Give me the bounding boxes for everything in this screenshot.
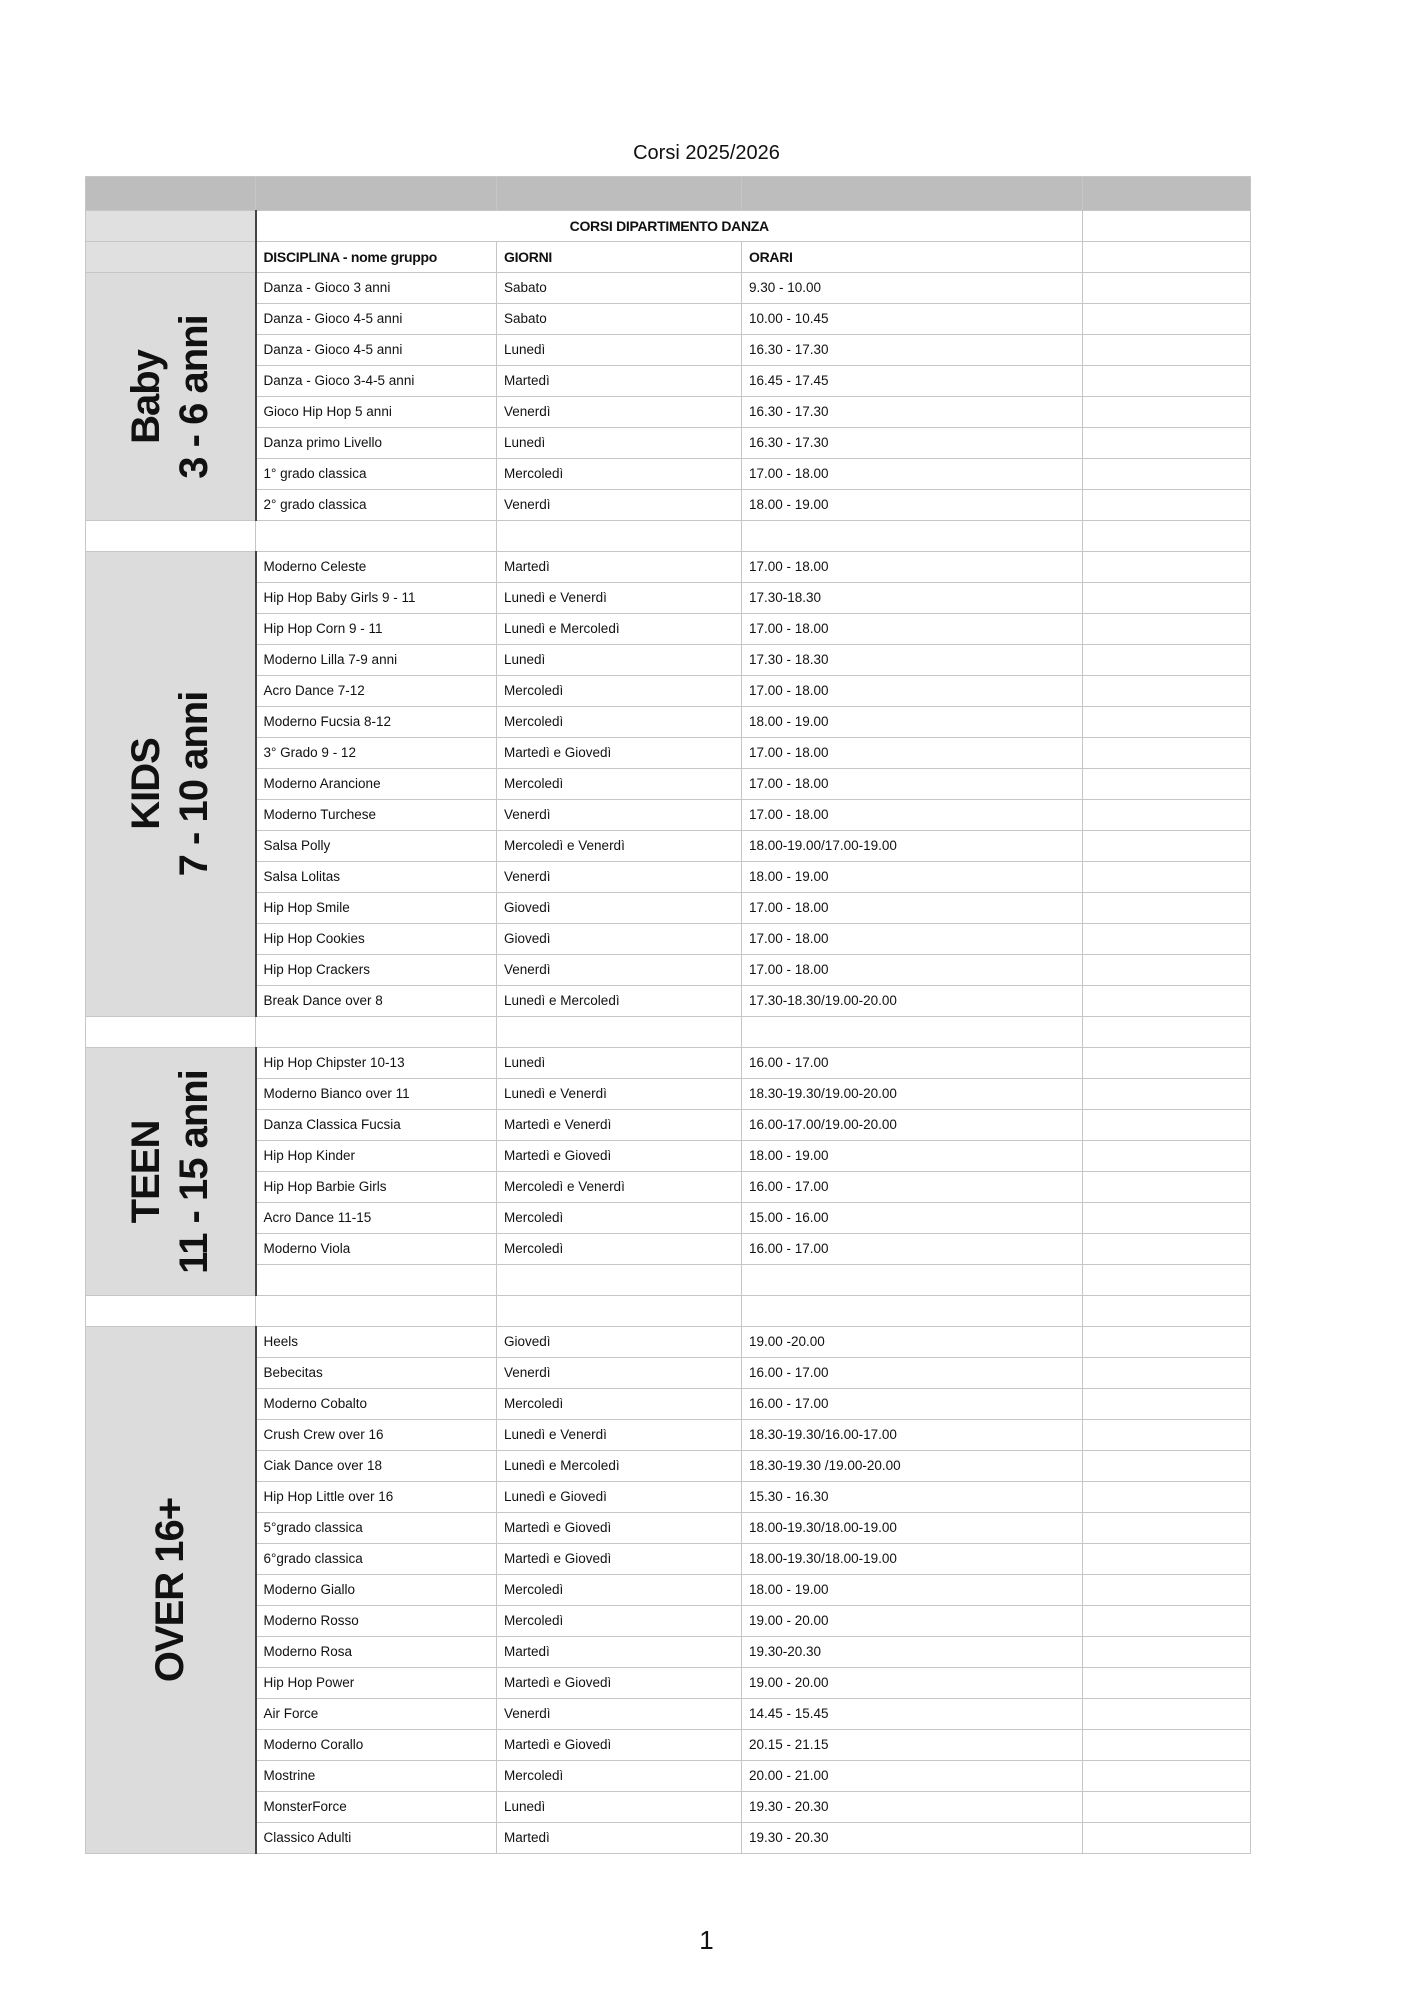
document-title: Corsi 2025/2026 bbox=[633, 142, 780, 164]
course-discipline: Hip Hop Corn 9 - 11 bbox=[256, 614, 497, 645]
course-days: Martedì bbox=[497, 1637, 742, 1668]
course-row bbox=[86, 304, 1251, 335]
course-times: 10.00 - 10.45 bbox=[742, 304, 1083, 335]
empty-cell bbox=[1083, 490, 1251, 521]
course-row bbox=[86, 955, 1251, 986]
course-days: Giovedì bbox=[497, 1327, 742, 1358]
empty-cell bbox=[86, 1296, 256, 1327]
age-group-range: 11 - 15 anni bbox=[172, 1069, 217, 1274]
course-discipline: Hip Hop Baby Girls 9 - 11 bbox=[256, 583, 497, 614]
course-discipline: Moderno Fucsia 8-12 bbox=[256, 707, 497, 738]
course-days: Martedì bbox=[497, 552, 742, 583]
empty-cell bbox=[1083, 1327, 1251, 1358]
course-times bbox=[742, 1265, 1083, 1296]
top-gray-header-row bbox=[86, 177, 1251, 211]
course-row bbox=[86, 862, 1251, 893]
course-times: 17.00 - 18.00 bbox=[742, 676, 1083, 707]
course-days: Martedì e Giovedì bbox=[497, 738, 742, 769]
empty-cell bbox=[86, 521, 256, 552]
age-group-cell bbox=[86, 273, 256, 521]
course-discipline bbox=[256, 1265, 497, 1296]
age-group-label bbox=[122, 692, 218, 877]
course-days: Mercoledì bbox=[497, 1606, 742, 1637]
empty-cell bbox=[1083, 769, 1251, 800]
course-times: 18.00 - 19.00 bbox=[742, 862, 1083, 893]
course-row bbox=[86, 986, 1251, 1017]
course-row bbox=[86, 1792, 1251, 1823]
course-row bbox=[86, 1606, 1251, 1637]
empty-cell bbox=[1083, 1017, 1251, 1048]
empty-cell bbox=[1083, 1172, 1251, 1203]
age-group-cell bbox=[86, 552, 256, 1017]
course-times: 14.45 - 15.45 bbox=[742, 1699, 1083, 1730]
empty-cell bbox=[1083, 893, 1251, 924]
column-header-times: ORARI bbox=[742, 242, 1083, 273]
course-discipline: Hip Hop Little over 16 bbox=[256, 1482, 497, 1513]
course-times: 17.00 - 18.00 bbox=[742, 552, 1083, 583]
course-times: 19.00 - 20.00 bbox=[742, 1606, 1083, 1637]
empty-cell bbox=[1083, 1451, 1251, 1482]
course-days: Martedì e Giovedì bbox=[497, 1513, 742, 1544]
column-header-days: GIORNI bbox=[497, 242, 742, 273]
empty-cell bbox=[256, 1017, 497, 1048]
empty-cell bbox=[1083, 1110, 1251, 1141]
course-row bbox=[86, 1234, 1251, 1265]
course-row bbox=[86, 1265, 1251, 1296]
empty-cell bbox=[1083, 552, 1251, 583]
course-row bbox=[86, 490, 1251, 521]
course-times: 17.00 - 18.00 bbox=[742, 955, 1083, 986]
course-days: Lunedì bbox=[497, 1048, 742, 1079]
course-times: 16.00 - 17.00 bbox=[742, 1172, 1083, 1203]
course-row bbox=[86, 397, 1251, 428]
course-times: 16.00 - 17.00 bbox=[742, 1048, 1083, 1079]
course-discipline: Salsa Lolitas bbox=[256, 862, 497, 893]
course-days: Mercoledì e Venerdì bbox=[497, 1172, 742, 1203]
course-days: Lunedì e Mercoledì bbox=[497, 1451, 742, 1482]
course-discipline: Heels bbox=[256, 1327, 497, 1358]
course-times: 16.00 - 17.00 bbox=[742, 1234, 1083, 1265]
course-days: Venerdì bbox=[497, 955, 742, 986]
empty-cell bbox=[497, 1017, 742, 1048]
course-days: Mercoledì bbox=[497, 769, 742, 800]
course-row bbox=[86, 1668, 1251, 1699]
course-discipline: 5°grado classica bbox=[256, 1513, 497, 1544]
course-discipline: Danza - Gioco 4-5 anni bbox=[256, 304, 497, 335]
gutter-cell bbox=[86, 211, 256, 242]
course-days: Sabato bbox=[497, 273, 742, 304]
course-days: Venerdì bbox=[497, 1358, 742, 1389]
course-row bbox=[86, 428, 1251, 459]
course-days: Venerdì bbox=[497, 862, 742, 893]
course-times: 18.00 - 19.00 bbox=[742, 490, 1083, 521]
course-days: Mercoledì bbox=[497, 1203, 742, 1234]
course-times: 16.30 - 17.30 bbox=[742, 335, 1083, 366]
empty-cell bbox=[1083, 1544, 1251, 1575]
age-group-range: 7 - 10 anni bbox=[172, 691, 217, 877]
header-blank-cell bbox=[742, 177, 1083, 211]
page-number: 1 bbox=[699, 1925, 714, 1955]
course-discipline: Hip Hop Barbie Girls bbox=[256, 1172, 497, 1203]
course-days: Martedì bbox=[497, 366, 742, 397]
course-days: Lunedì e Mercoledì bbox=[497, 614, 742, 645]
empty-cell bbox=[1083, 521, 1251, 552]
course-discipline: 6°grado classica bbox=[256, 1544, 497, 1575]
course-times: 18.30-19.30/19.00-20.00 bbox=[742, 1079, 1083, 1110]
course-discipline: Crush Crew over 16 bbox=[256, 1420, 497, 1451]
gutter-cell bbox=[86, 242, 256, 273]
course-days: Lunedì e Venerdì bbox=[497, 1079, 742, 1110]
course-days: Lunedì e Giovedì bbox=[497, 1482, 742, 1513]
empty-cell bbox=[1083, 242, 1251, 273]
empty-cell bbox=[1083, 645, 1251, 676]
course-discipline: Moderno Arancione bbox=[256, 769, 497, 800]
course-days: Martedì e Venerdì bbox=[497, 1110, 742, 1141]
course-times: 19.30-20.30 bbox=[742, 1637, 1083, 1668]
course-discipline: Break Dance over 8 bbox=[256, 986, 497, 1017]
course-row bbox=[86, 1141, 1251, 1172]
course-discipline: Moderno Corallo bbox=[256, 1730, 497, 1761]
course-row bbox=[86, 1575, 1251, 1606]
course-days: Venerdì bbox=[497, 397, 742, 428]
empty-cell bbox=[256, 1296, 497, 1327]
age-group-name: KIDS bbox=[124, 738, 169, 830]
course-times: 18.00 - 19.00 bbox=[742, 1575, 1083, 1606]
course-row bbox=[86, 893, 1251, 924]
course-days: Mercoledì bbox=[497, 459, 742, 490]
column-header-discipline: DISCIPLINA - nome gruppo bbox=[256, 242, 497, 273]
column-header-row bbox=[86, 242, 1251, 273]
course-discipline: Danza - Gioco 3-4-5 anni bbox=[256, 366, 497, 397]
empty-cell bbox=[1083, 738, 1251, 769]
empty-cell bbox=[1083, 831, 1251, 862]
header-blank-cell bbox=[86, 177, 256, 211]
age-group-cell bbox=[86, 1327, 256, 1854]
course-discipline: Hip Hop Cookies bbox=[256, 924, 497, 955]
empty-cell bbox=[1083, 1668, 1251, 1699]
course-days: Martedì e Giovedì bbox=[497, 1668, 742, 1699]
empty-cell bbox=[1083, 707, 1251, 738]
empty-cell bbox=[1083, 955, 1251, 986]
empty-cell bbox=[1083, 459, 1251, 490]
course-times: 18.00 - 19.00 bbox=[742, 707, 1083, 738]
course-row bbox=[86, 614, 1251, 645]
age-group-label bbox=[146, 1498, 194, 1682]
course-times: 16.45 - 17.45 bbox=[742, 366, 1083, 397]
course-times: 9.30 - 10.00 bbox=[742, 273, 1083, 304]
empty-cell bbox=[1083, 1606, 1251, 1637]
empty-cell bbox=[256, 521, 497, 552]
course-days: Martedì e Giovedì bbox=[497, 1544, 742, 1575]
empty-cell bbox=[1083, 1358, 1251, 1389]
course-times: 17.30 - 18.30 bbox=[742, 645, 1083, 676]
empty-cell bbox=[1083, 614, 1251, 645]
department-header-row bbox=[86, 211, 1251, 242]
course-times: 18.30-19.30 /19.00-20.00 bbox=[742, 1451, 1083, 1482]
empty-cell bbox=[497, 521, 742, 552]
empty-cell bbox=[742, 1017, 1083, 1048]
empty-cell bbox=[1083, 1420, 1251, 1451]
course-row bbox=[86, 1482, 1251, 1513]
group-separator-row bbox=[86, 521, 1251, 552]
course-days: Lunedì bbox=[497, 645, 742, 676]
course-days: Venerdì bbox=[497, 1699, 742, 1730]
course-row bbox=[86, 924, 1251, 955]
header-blank-cell bbox=[256, 177, 497, 211]
course-times: 17.00 - 18.00 bbox=[742, 893, 1083, 924]
course-discipline: Hip Hop Crackers bbox=[256, 955, 497, 986]
course-discipline: Danza - Gioco 4-5 anni bbox=[256, 335, 497, 366]
course-discipline: Moderno Cobalto bbox=[256, 1389, 497, 1420]
course-row bbox=[86, 459, 1251, 490]
empty-cell bbox=[1083, 1575, 1251, 1606]
empty-cell bbox=[1083, 583, 1251, 614]
empty-cell bbox=[1083, 1792, 1251, 1823]
course-discipline: Moderno Giallo bbox=[256, 1575, 497, 1606]
course-times: 19.00 - 20.00 bbox=[742, 1668, 1083, 1699]
course-discipline: Hip Hop Smile bbox=[256, 893, 497, 924]
empty-cell bbox=[86, 1017, 256, 1048]
course-days: Lunedì e Venerdì bbox=[497, 1420, 742, 1451]
course-discipline: Hip Hop Chipster 10-13 bbox=[256, 1048, 497, 1079]
course-discipline: Moderno Rosa bbox=[256, 1637, 497, 1668]
course-row bbox=[86, 1110, 1251, 1141]
empty-cell bbox=[1083, 304, 1251, 335]
group-separator-row bbox=[86, 1296, 1251, 1327]
course-discipline: Moderno Turchese bbox=[256, 800, 497, 831]
empty-cell bbox=[1083, 1296, 1251, 1327]
course-days: Martedì bbox=[497, 1823, 742, 1854]
course-discipline: 1° grado classica bbox=[256, 459, 497, 490]
course-times: 17.00 - 18.00 bbox=[742, 614, 1083, 645]
header-blank-cell bbox=[497, 177, 742, 211]
empty-cell bbox=[1083, 366, 1251, 397]
course-days: Lunedì bbox=[497, 1792, 742, 1823]
course-discipline: Gioco Hip Hop 5 anni bbox=[256, 397, 497, 428]
empty-cell bbox=[1083, 1699, 1251, 1730]
age-group-cell bbox=[86, 1048, 256, 1296]
course-days: Mercoledì bbox=[497, 707, 742, 738]
course-times: 15.00 - 16.00 bbox=[742, 1203, 1083, 1234]
age-group-label bbox=[122, 1070, 218, 1274]
empty-cell bbox=[1083, 924, 1251, 955]
empty-cell bbox=[1083, 335, 1251, 366]
empty-cell bbox=[1083, 1389, 1251, 1420]
course-days: Venerdì bbox=[497, 490, 742, 521]
empty-cell bbox=[1083, 397, 1251, 428]
course-row bbox=[86, 1823, 1251, 1854]
course-row bbox=[86, 1358, 1251, 1389]
course-days: Mercoledì bbox=[497, 1389, 742, 1420]
schedule-body bbox=[86, 177, 1251, 1854]
course-times: 16.00 - 17.00 bbox=[742, 1358, 1083, 1389]
course-times: 17.00 - 18.00 bbox=[742, 769, 1083, 800]
course-times: 15.30 - 16.30 bbox=[742, 1482, 1083, 1513]
course-times: 17.00 - 18.00 bbox=[742, 738, 1083, 769]
course-row bbox=[86, 707, 1251, 738]
course-row bbox=[86, 273, 1251, 304]
empty-cell bbox=[497, 1296, 742, 1327]
empty-cell bbox=[1083, 676, 1251, 707]
course-row bbox=[86, 645, 1251, 676]
course-times: 17.00 - 18.00 bbox=[742, 800, 1083, 831]
course-times: 16.00-17.00/19.00-20.00 bbox=[742, 1110, 1083, 1141]
course-row bbox=[86, 1079, 1251, 1110]
empty-cell bbox=[1083, 1141, 1251, 1172]
course-row bbox=[86, 800, 1251, 831]
course-row bbox=[86, 335, 1251, 366]
course-discipline: Salsa Polly bbox=[256, 831, 497, 862]
course-discipline: Moderno Lilla 7-9 anni bbox=[256, 645, 497, 676]
course-discipline: Moderno Rosso bbox=[256, 1606, 497, 1637]
course-discipline: Danza - Gioco 3 anni bbox=[256, 273, 497, 304]
empty-cell bbox=[1083, 1048, 1251, 1079]
course-days: Venerdì bbox=[497, 800, 742, 831]
course-times: 18.00-19.30/18.00-19.00 bbox=[742, 1513, 1083, 1544]
course-discipline: Ciak Dance over 18 bbox=[256, 1451, 497, 1482]
course-days: Giovedì bbox=[497, 924, 742, 955]
course-times: 17.30-18.30/19.00-20.00 bbox=[742, 986, 1083, 1017]
course-times: 20.15 - 21.15 bbox=[742, 1730, 1083, 1761]
course-days: Lunedì e Venerdì bbox=[497, 583, 742, 614]
empty-cell bbox=[1083, 1637, 1251, 1668]
empty-cell bbox=[1083, 800, 1251, 831]
empty-cell bbox=[1083, 1079, 1251, 1110]
empty-cell bbox=[1083, 1730, 1251, 1761]
empty-cell bbox=[1083, 1482, 1251, 1513]
course-times: 19.30 - 20.30 bbox=[742, 1823, 1083, 1854]
group-separator-row bbox=[86, 1017, 1251, 1048]
age-group-label bbox=[122, 315, 218, 478]
course-days: Mercoledì e Venerdì bbox=[497, 831, 742, 862]
course-times: 18.00 - 19.00 bbox=[742, 1141, 1083, 1172]
course-discipline: Acro Dance 11-15 bbox=[256, 1203, 497, 1234]
course-discipline: MonsterForce bbox=[256, 1792, 497, 1823]
course-times: 16.30 - 17.30 bbox=[742, 428, 1083, 459]
course-row bbox=[86, 1513, 1251, 1544]
course-times: 16.00 - 17.00 bbox=[742, 1389, 1083, 1420]
course-row bbox=[86, 769, 1251, 800]
course-days: Sabato bbox=[497, 304, 742, 335]
empty-cell bbox=[1083, 862, 1251, 893]
course-row bbox=[86, 1203, 1251, 1234]
empty-cell bbox=[1083, 1234, 1251, 1265]
course-row bbox=[86, 1172, 1251, 1203]
course-row bbox=[86, 676, 1251, 707]
course-row bbox=[86, 1327, 1251, 1358]
age-group-name: Baby bbox=[124, 349, 169, 444]
course-discipline: Danza primo Livello bbox=[256, 428, 497, 459]
age-group-range: 3 - 6 anni bbox=[172, 314, 217, 479]
course-discipline: Acro Dance 7-12 bbox=[256, 676, 497, 707]
course-row bbox=[86, 366, 1251, 397]
empty-cell bbox=[1083, 211, 1251, 242]
course-row bbox=[86, 1451, 1251, 1482]
course-days: Mercoledì bbox=[497, 1575, 742, 1606]
course-times: 17.00 - 18.00 bbox=[742, 924, 1083, 955]
course-row bbox=[86, 552, 1251, 583]
course-times: 18.00-19.00/17.00-19.00 bbox=[742, 831, 1083, 862]
empty-cell bbox=[1083, 1203, 1251, 1234]
course-times: 19.30 - 20.30 bbox=[742, 1792, 1083, 1823]
course-row bbox=[86, 1761, 1251, 1792]
course-discipline: Classico Adulti bbox=[256, 1823, 497, 1854]
course-times: 19.00 -20.00 bbox=[742, 1327, 1083, 1358]
course-days: Martedì e Giovedì bbox=[497, 1141, 742, 1172]
department-header: CORSI DIPARTIMENTO DANZA bbox=[256, 211, 1083, 242]
course-discipline: Moderno Celeste bbox=[256, 552, 497, 583]
course-times: 17.30-18.30 bbox=[742, 583, 1083, 614]
course-days: Giovedì bbox=[497, 893, 742, 924]
course-row bbox=[86, 1699, 1251, 1730]
header-blank-cell bbox=[1083, 177, 1251, 211]
course-discipline: Moderno Viola bbox=[256, 1234, 497, 1265]
empty-cell bbox=[1083, 1761, 1251, 1792]
course-row bbox=[86, 1637, 1251, 1668]
course-discipline: Danza Classica Fucsia bbox=[256, 1110, 497, 1141]
empty-cell bbox=[742, 521, 1083, 552]
course-times: 18.30-19.30/16.00-17.00 bbox=[742, 1420, 1083, 1451]
course-days bbox=[497, 1265, 742, 1296]
course-row bbox=[86, 738, 1251, 769]
course-row bbox=[86, 1730, 1251, 1761]
course-discipline: Hip Hop Kinder bbox=[256, 1141, 497, 1172]
course-discipline: Hip Hop Power bbox=[256, 1668, 497, 1699]
course-days: Lunedì e Mercoledì bbox=[497, 986, 742, 1017]
course-discipline: Moderno Bianco over 11 bbox=[256, 1079, 497, 1110]
empty-cell bbox=[1083, 1823, 1251, 1854]
course-times: 16.30 - 17.30 bbox=[742, 397, 1083, 428]
empty-cell bbox=[1083, 273, 1251, 304]
course-times: 17.00 - 18.00 bbox=[742, 459, 1083, 490]
empty-cell bbox=[1083, 986, 1251, 1017]
course-days: Lunedì bbox=[497, 335, 742, 366]
age-group-name: OVER 16+ bbox=[148, 1497, 193, 1683]
course-days: Mercoledì bbox=[497, 1761, 742, 1792]
course-times: 18.00-19.30/18.00-19.00 bbox=[742, 1544, 1083, 1575]
empty-cell bbox=[1083, 1513, 1251, 1544]
course-row bbox=[86, 1048, 1251, 1079]
course-discipline: Mostrine bbox=[256, 1761, 497, 1792]
course-row bbox=[86, 583, 1251, 614]
course-times: 20.00 - 21.00 bbox=[742, 1761, 1083, 1792]
course-row bbox=[86, 831, 1251, 862]
course-days: Martedì e Giovedì bbox=[497, 1730, 742, 1761]
course-days: Mercoledì bbox=[497, 1234, 742, 1265]
course-days: Lunedì bbox=[497, 428, 742, 459]
empty-cell bbox=[742, 1296, 1083, 1327]
course-row bbox=[86, 1544, 1251, 1575]
age-group-name: TEEN bbox=[124, 1120, 169, 1223]
course-discipline: Air Force bbox=[256, 1699, 497, 1730]
course-row bbox=[86, 1420, 1251, 1451]
course-schedule-table bbox=[85, 176, 1251, 1854]
empty-cell bbox=[1083, 1265, 1251, 1296]
course-discipline: Bebecitas bbox=[256, 1358, 497, 1389]
course-days: Mercoledì bbox=[497, 676, 742, 707]
empty-cell bbox=[1083, 428, 1251, 459]
course-discipline: 2° grado classica bbox=[256, 490, 497, 521]
course-row bbox=[86, 1389, 1251, 1420]
course-discipline: 3° Grado 9 - 12 bbox=[256, 738, 497, 769]
